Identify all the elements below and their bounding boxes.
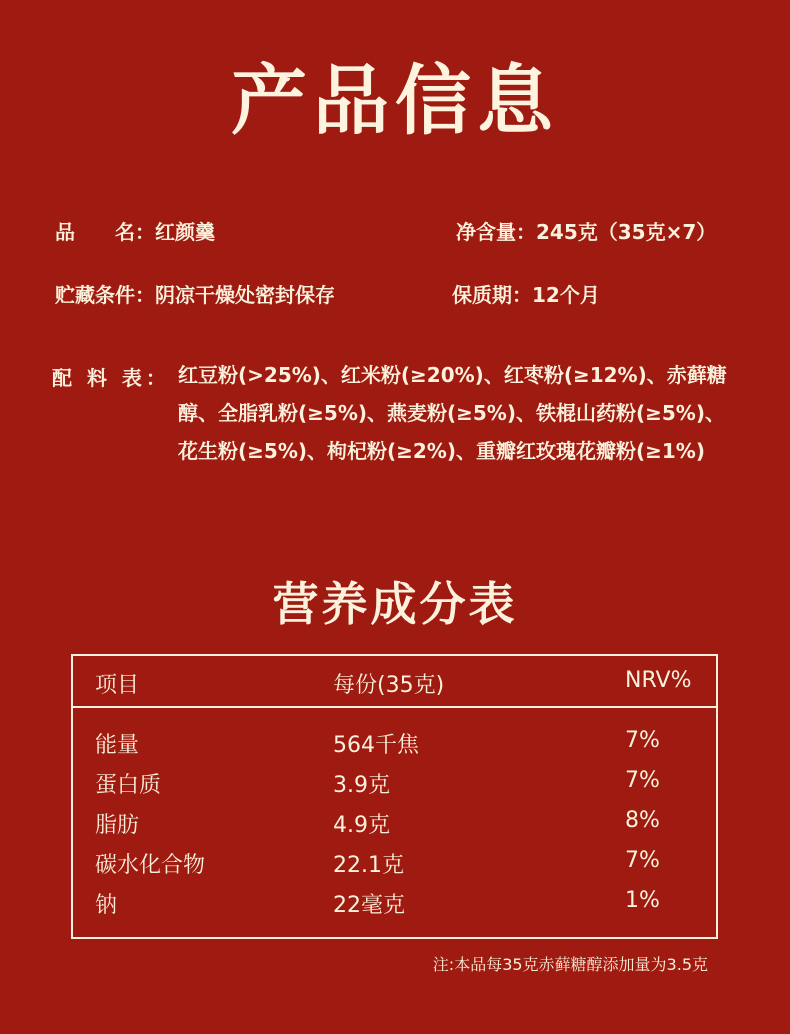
table-row xyxy=(73,768,716,808)
row-item: 蛋白质 xyxy=(95,773,162,798)
product-name-label: 品 名： xyxy=(55,220,155,244)
nutrition-title: 营养成分表 xyxy=(272,577,518,631)
footnote: 注:本品每35克赤藓糖醇添加量为3.5克 xyxy=(432,955,708,974)
storage-value: 阴凉干燥处密封保存 xyxy=(155,283,335,307)
row-item: 脂肪 xyxy=(95,813,140,838)
row-amount: 564千焦 xyxy=(333,733,419,758)
header-per-serving: 每份(35克) xyxy=(333,673,445,698)
net-content-value: 245克（35克×7） xyxy=(536,220,717,244)
shelf-life-label: 保质期： xyxy=(452,283,532,307)
header-item: 项目 xyxy=(95,673,140,698)
row-item: 钠 xyxy=(95,893,118,918)
row-item: 能量 xyxy=(95,733,140,758)
row-nrv: 1% xyxy=(625,888,660,913)
row-amount: 4.9克 xyxy=(333,813,390,838)
row-nrv: 7% xyxy=(625,848,660,873)
table-row xyxy=(73,808,716,848)
product-name-row xyxy=(55,216,215,245)
header-nrv: NRV% xyxy=(625,668,692,693)
shelf-life-value: 12个月 xyxy=(532,283,600,307)
nutrition-table-header xyxy=(73,656,716,708)
net-content-label: 净含量： xyxy=(456,220,536,244)
page-title: 产品信息 xyxy=(231,56,559,145)
net-content-row xyxy=(456,216,716,245)
storage-label: 贮藏条件： xyxy=(55,283,155,307)
ingredients-text: 红豆粉(>25%)、红米粉(≥20%)、红枣粉(≥12%)、赤藓糖醇、全脂乳粉(≥5%)、燕麦粉(≥5%)、铁棍山药粉(≥5%)、花生粉(≥5%)、枸杞粉(≥2%)、重瓣红玫瑰花瓣粉(≥1%) xyxy=(178,363,727,463)
storage-row xyxy=(55,279,335,308)
ingredients-label: 配 料 表： xyxy=(52,366,170,390)
row-nrv: 7% xyxy=(625,768,660,793)
table-row xyxy=(73,848,716,888)
shelf-life-row xyxy=(452,279,600,308)
nutrition-table xyxy=(71,654,718,939)
table-row xyxy=(73,888,716,928)
table-row xyxy=(73,728,716,768)
row-nrv: 8% xyxy=(625,808,660,833)
product-name-value: 红颜羹 xyxy=(155,220,215,244)
row-nrv: 7% xyxy=(625,728,660,753)
row-item: 碳水化合物 xyxy=(95,853,206,878)
row-amount: 3.9克 xyxy=(333,773,390,798)
row-amount: 22毫克 xyxy=(333,893,405,918)
row-amount: 22.1克 xyxy=(333,853,404,878)
